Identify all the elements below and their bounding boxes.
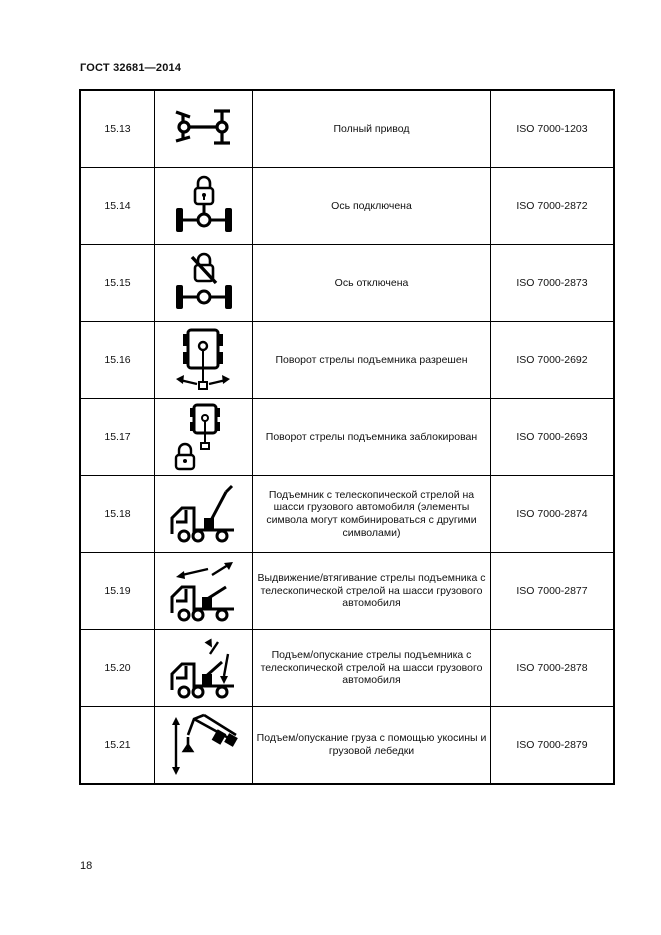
row-number: 15.15 <box>80 245 155 322</box>
document-header: ГОСТ 32681—2014 <box>80 62 182 74</box>
row-description: Подъем/опускание груза с помощью укосины и грузовой лебедки <box>253 707 491 785</box>
row-iso-reference: ISO 7000-1203 <box>491 90 615 168</box>
table-row <box>80 707 614 785</box>
axle-disengaged-icon <box>164 249 244 317</box>
row-iso-reference: ISO 7000-2873 <box>491 245 615 322</box>
boom-extend-retract-icon <box>164 557 244 625</box>
row-iso-reference: ISO 7000-2877 <box>491 553 615 630</box>
page-number: 18 <box>80 860 93 872</box>
row-description: Поворот стрелы подъемника заблокирован <box>253 399 491 476</box>
table-row <box>80 399 614 476</box>
boom-swing-locked-icon <box>164 401 244 473</box>
row-number: 15.13 <box>80 90 155 168</box>
row-number: 15.20 <box>80 630 155 707</box>
symbols-table <box>79 89 615 785</box>
boom-raise-lower-icon <box>164 634 244 702</box>
table-row <box>80 630 614 707</box>
table-row <box>80 322 614 399</box>
row-number: 15.17 <box>80 399 155 476</box>
row-iso-reference: ISO 7000-2872 <box>491 168 615 245</box>
load-hoist-jib-winch-icon <box>164 711 244 779</box>
table-row <box>80 476 614 553</box>
row-description: Ось отключена <box>253 245 491 322</box>
table-row <box>80 168 614 245</box>
row-number: 15.14 <box>80 168 155 245</box>
truck-mounted-telescopic-lift-icon <box>164 480 244 548</box>
table-row <box>80 245 614 322</box>
row-description: Полный привод <box>253 90 491 168</box>
row-iso-reference: ISO 7000-2693 <box>491 399 615 476</box>
axle-engaged-icon <box>164 172 244 240</box>
row-description: Поворот стрелы подъемника разрешен <box>253 322 491 399</box>
table-row <box>80 553 614 630</box>
row-number: 15.18 <box>80 476 155 553</box>
full-drive-icon <box>164 97 244 161</box>
row-iso-reference: ISO 7000-2878 <box>491 630 615 707</box>
row-iso-reference: ISO 7000-2692 <box>491 322 615 399</box>
row-iso-reference: ISO 7000-2879 <box>491 707 615 785</box>
table-row <box>80 90 614 168</box>
row-description: Ось подключена <box>253 168 491 245</box>
row-number: 15.16 <box>80 322 155 399</box>
row-number: 15.19 <box>80 553 155 630</box>
boom-swing-enabled-icon <box>164 324 244 396</box>
row-description: Выдвижение/втягивание стрелы подъемника с телескопической стрелой на шасси грузового автомобиля <box>253 553 491 630</box>
row-number: 15.21 <box>80 707 155 785</box>
row-description: Подъемник с телескопической стрелой на шасси грузового автомобиля (элементы символа могут комбинироваться с другими символами) <box>253 476 491 553</box>
row-iso-reference: ISO 7000-2874 <box>491 476 615 553</box>
row-description: Подъем/опускание стрелы подъемника с телескопической стрелой на шасси грузового автомобиля <box>253 630 491 707</box>
